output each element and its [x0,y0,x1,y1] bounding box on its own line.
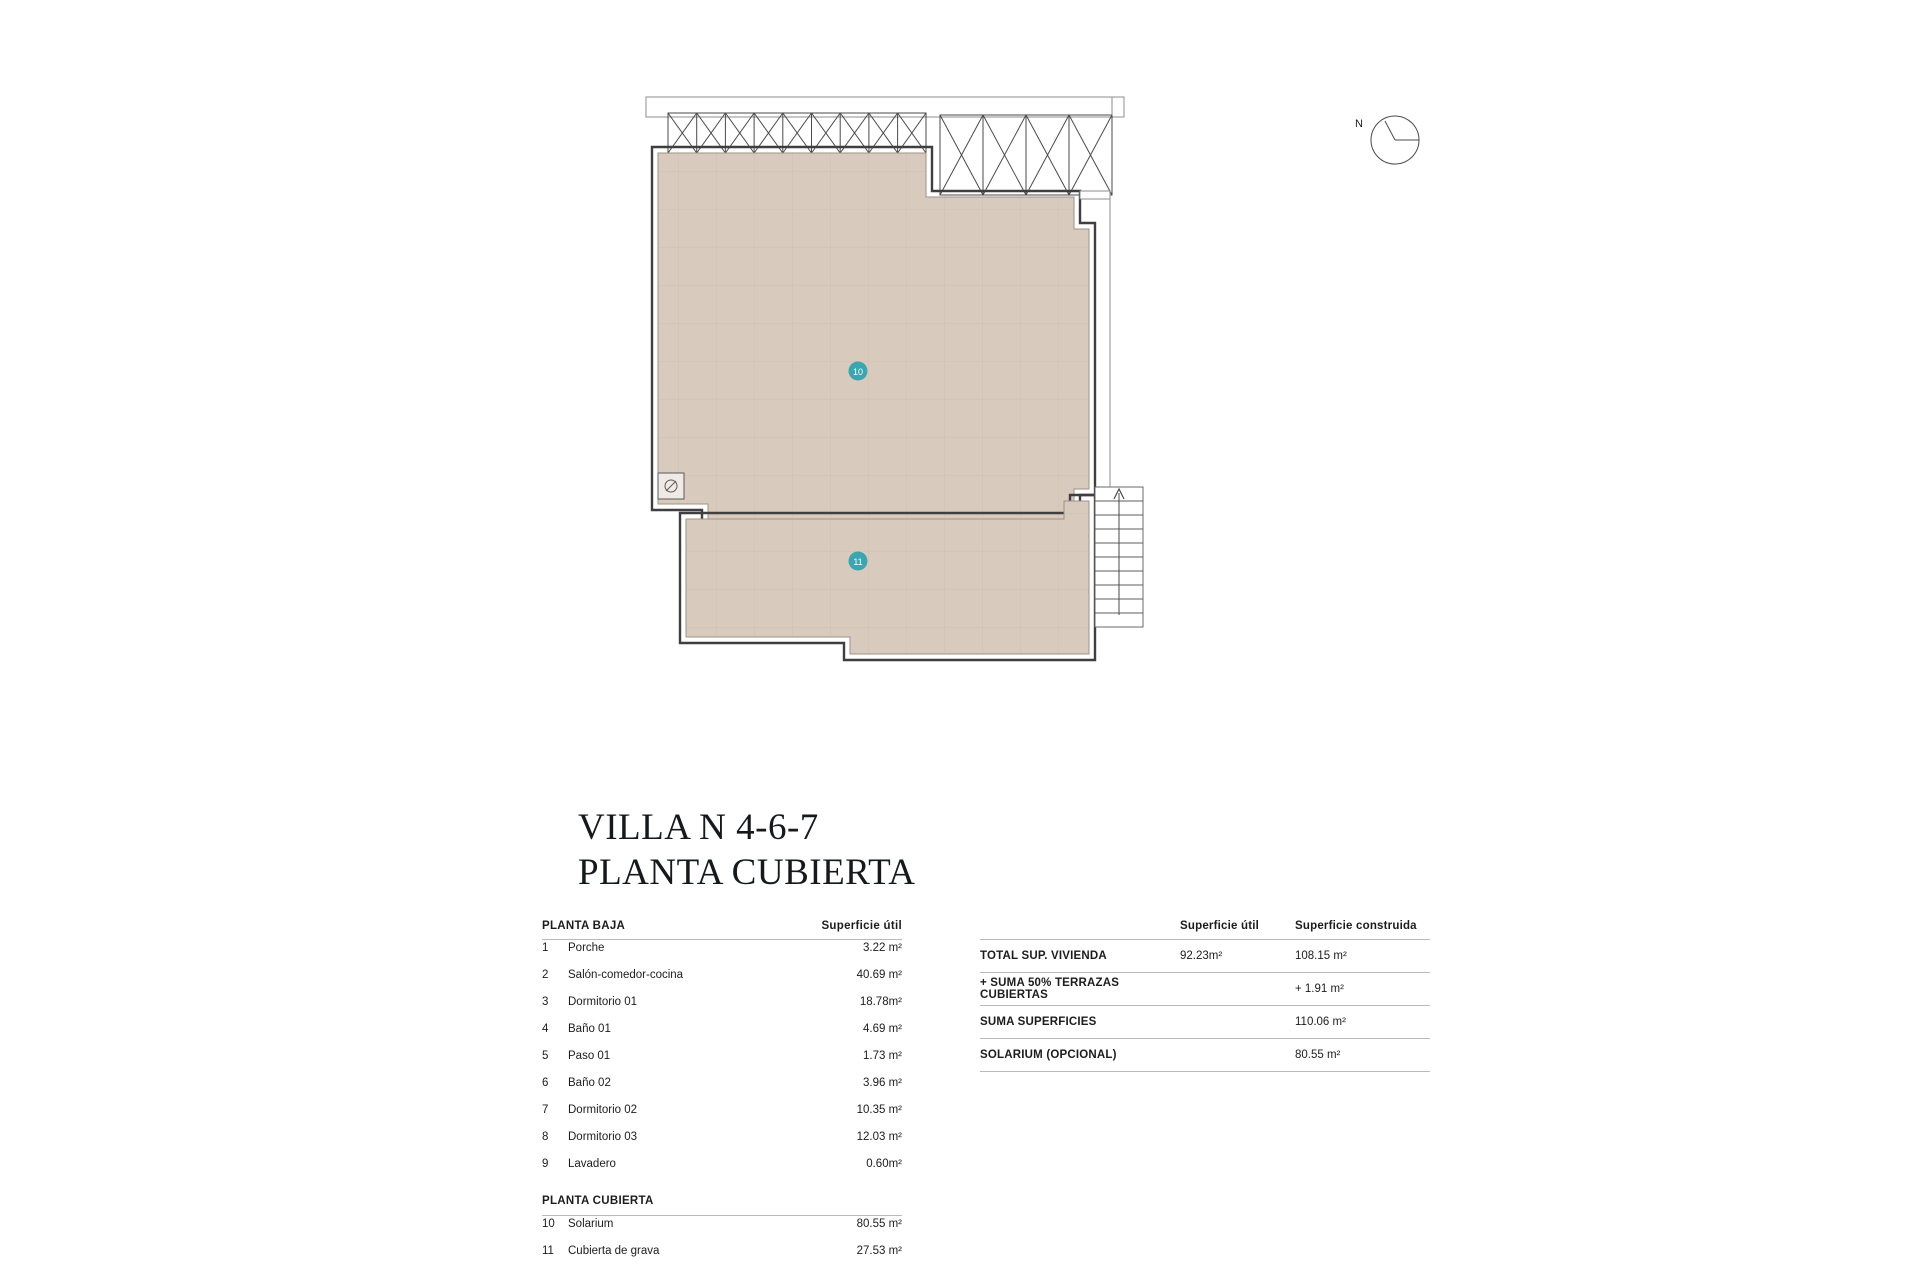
solarium-slab [652,147,1095,525]
legend-row [542,1050,902,1077]
totals-header-util: Superficie útil [1180,920,1260,932]
totals-row-util: 92.23m² [1180,950,1223,962]
compass-icon [1355,110,1427,172]
legend-row-area: 40.69 m² [856,969,902,981]
totals-header-construida: Superficie construida [1295,920,1417,932]
totals-header-row [980,920,1430,939]
totals-rows [980,939,1430,1072]
stair-run [1095,487,1143,627]
legend-rows-planta-cubierta [542,1218,902,1272]
surface-totals-table [980,920,1430,1072]
totals-row-construida: + 1.91 m² [1295,983,1344,995]
legend-row-area: 18.78m² [859,996,902,1008]
legend-row-area: 0.60m² [866,1158,902,1170]
legend-row-number: 10 [542,1218,555,1230]
legend-row-number: 1 [542,942,549,954]
legend-row-label: Paso 01 [568,1050,611,1062]
totals-row-construida: 80.55 m² [1295,1049,1341,1061]
legend-column-header-util: Superficie útil [821,920,902,932]
legend-row-number: 5 [542,1050,549,1062]
totals-row-construida: 110.06 m² [1295,1016,1346,1028]
zone-marker-10-label: 10 [852,367,864,377]
plan-title-line1: VILLA N 4-6-7 [578,807,819,848]
legend-row-area: 10.35 m² [856,1104,902,1116]
legend-row-label: Dormitorio 02 [568,1104,638,1116]
legend-row [542,1023,902,1050]
legend-row-area: 3.96 m² [863,1077,902,1089]
legend-row-label: Lavadero [568,1158,616,1170]
legend-row-area: 80.55 m² [856,1218,902,1230]
legend-row [542,1104,902,1131]
legend-row-number: 3 [542,996,549,1008]
legend-row [542,996,902,1023]
plan-title-block [578,805,1278,895]
legend-row-label: Dormitorio 03 [568,1131,638,1143]
legend-row-area: 12.03 m² [856,1131,902,1143]
compass-rose [1355,110,1427,172]
totals-row [980,1005,1430,1038]
legend-row [542,1077,902,1104]
legend-row [542,1131,902,1158]
legend-row-number: 11 [542,1245,554,1257]
legend-rows-planta-baja [542,942,902,1185]
legend-row-label: Baño 02 [568,1077,611,1089]
legend-row [542,969,902,996]
legend-header [542,920,902,940]
totals-row [980,939,1430,972]
totals-row-construida: 108.15 m² [1295,950,1347,962]
drain-box [658,473,684,499]
legend-section-title-planta-cubierta: PLANTA CUBIERTA [542,1185,902,1216]
totals-row-label: + SUMA 50% TERRAZAS CUBIERTAS [980,977,1120,1001]
zone-marker-11-label: 11 [853,557,863,567]
legend-row-number: 8 [542,1131,549,1143]
legend-row-number: 6 [542,1077,549,1089]
legend-row [542,1158,902,1185]
compass-north-label: N [1355,118,1363,130]
legend-row-number: 7 [542,1104,549,1116]
legend-row [542,942,902,969]
totals-row [980,1038,1430,1072]
legend-row-label: Dormitorio 01 [568,996,638,1008]
totals-row-label: SOLARIUM (OPCIONAL) [980,1049,1117,1061]
plan-title-line2: PLANTA CUBIERTA [578,852,916,894]
legend-row-number: 2 [542,969,549,981]
legend-row-label: Cubierta de grava [568,1245,660,1257]
zone-marker-10 [849,362,868,381]
legend-row-number: 9 [542,1158,549,1170]
room-legend-table [542,920,902,1272]
totals-row-label: TOTAL SUP. VIVIENDA [980,950,1107,962]
pergola-hatch-right [940,115,1112,195]
legend-row-label: Solarium [568,1218,614,1230]
zone-marker-11 [849,552,868,571]
totals-row [980,972,1430,1005]
gravel-roof-slab [680,495,1095,660]
legend-row-number: 4 [542,1023,549,1035]
legend-section-title-planta-baja: PLANTA BAJA [542,920,626,932]
legend-row [542,1218,902,1245]
legend-row-area: 27.53 m² [856,1245,902,1257]
totals-row-label: SUMA SUPERFICIES [980,1016,1097,1028]
legend-row-label: Baño 01 [568,1023,611,1035]
floor-plan-drawing [640,95,1300,795]
legend-row-area: 1.73 m² [863,1050,902,1062]
legend-row-area: 4.69 m² [863,1023,902,1035]
legend-row-area: 3.22 m² [863,942,902,954]
legend-row-label: Porche [568,942,605,954]
legend-row-label: Salón-comedor-cocina [568,969,684,981]
legend-row [542,1245,902,1272]
